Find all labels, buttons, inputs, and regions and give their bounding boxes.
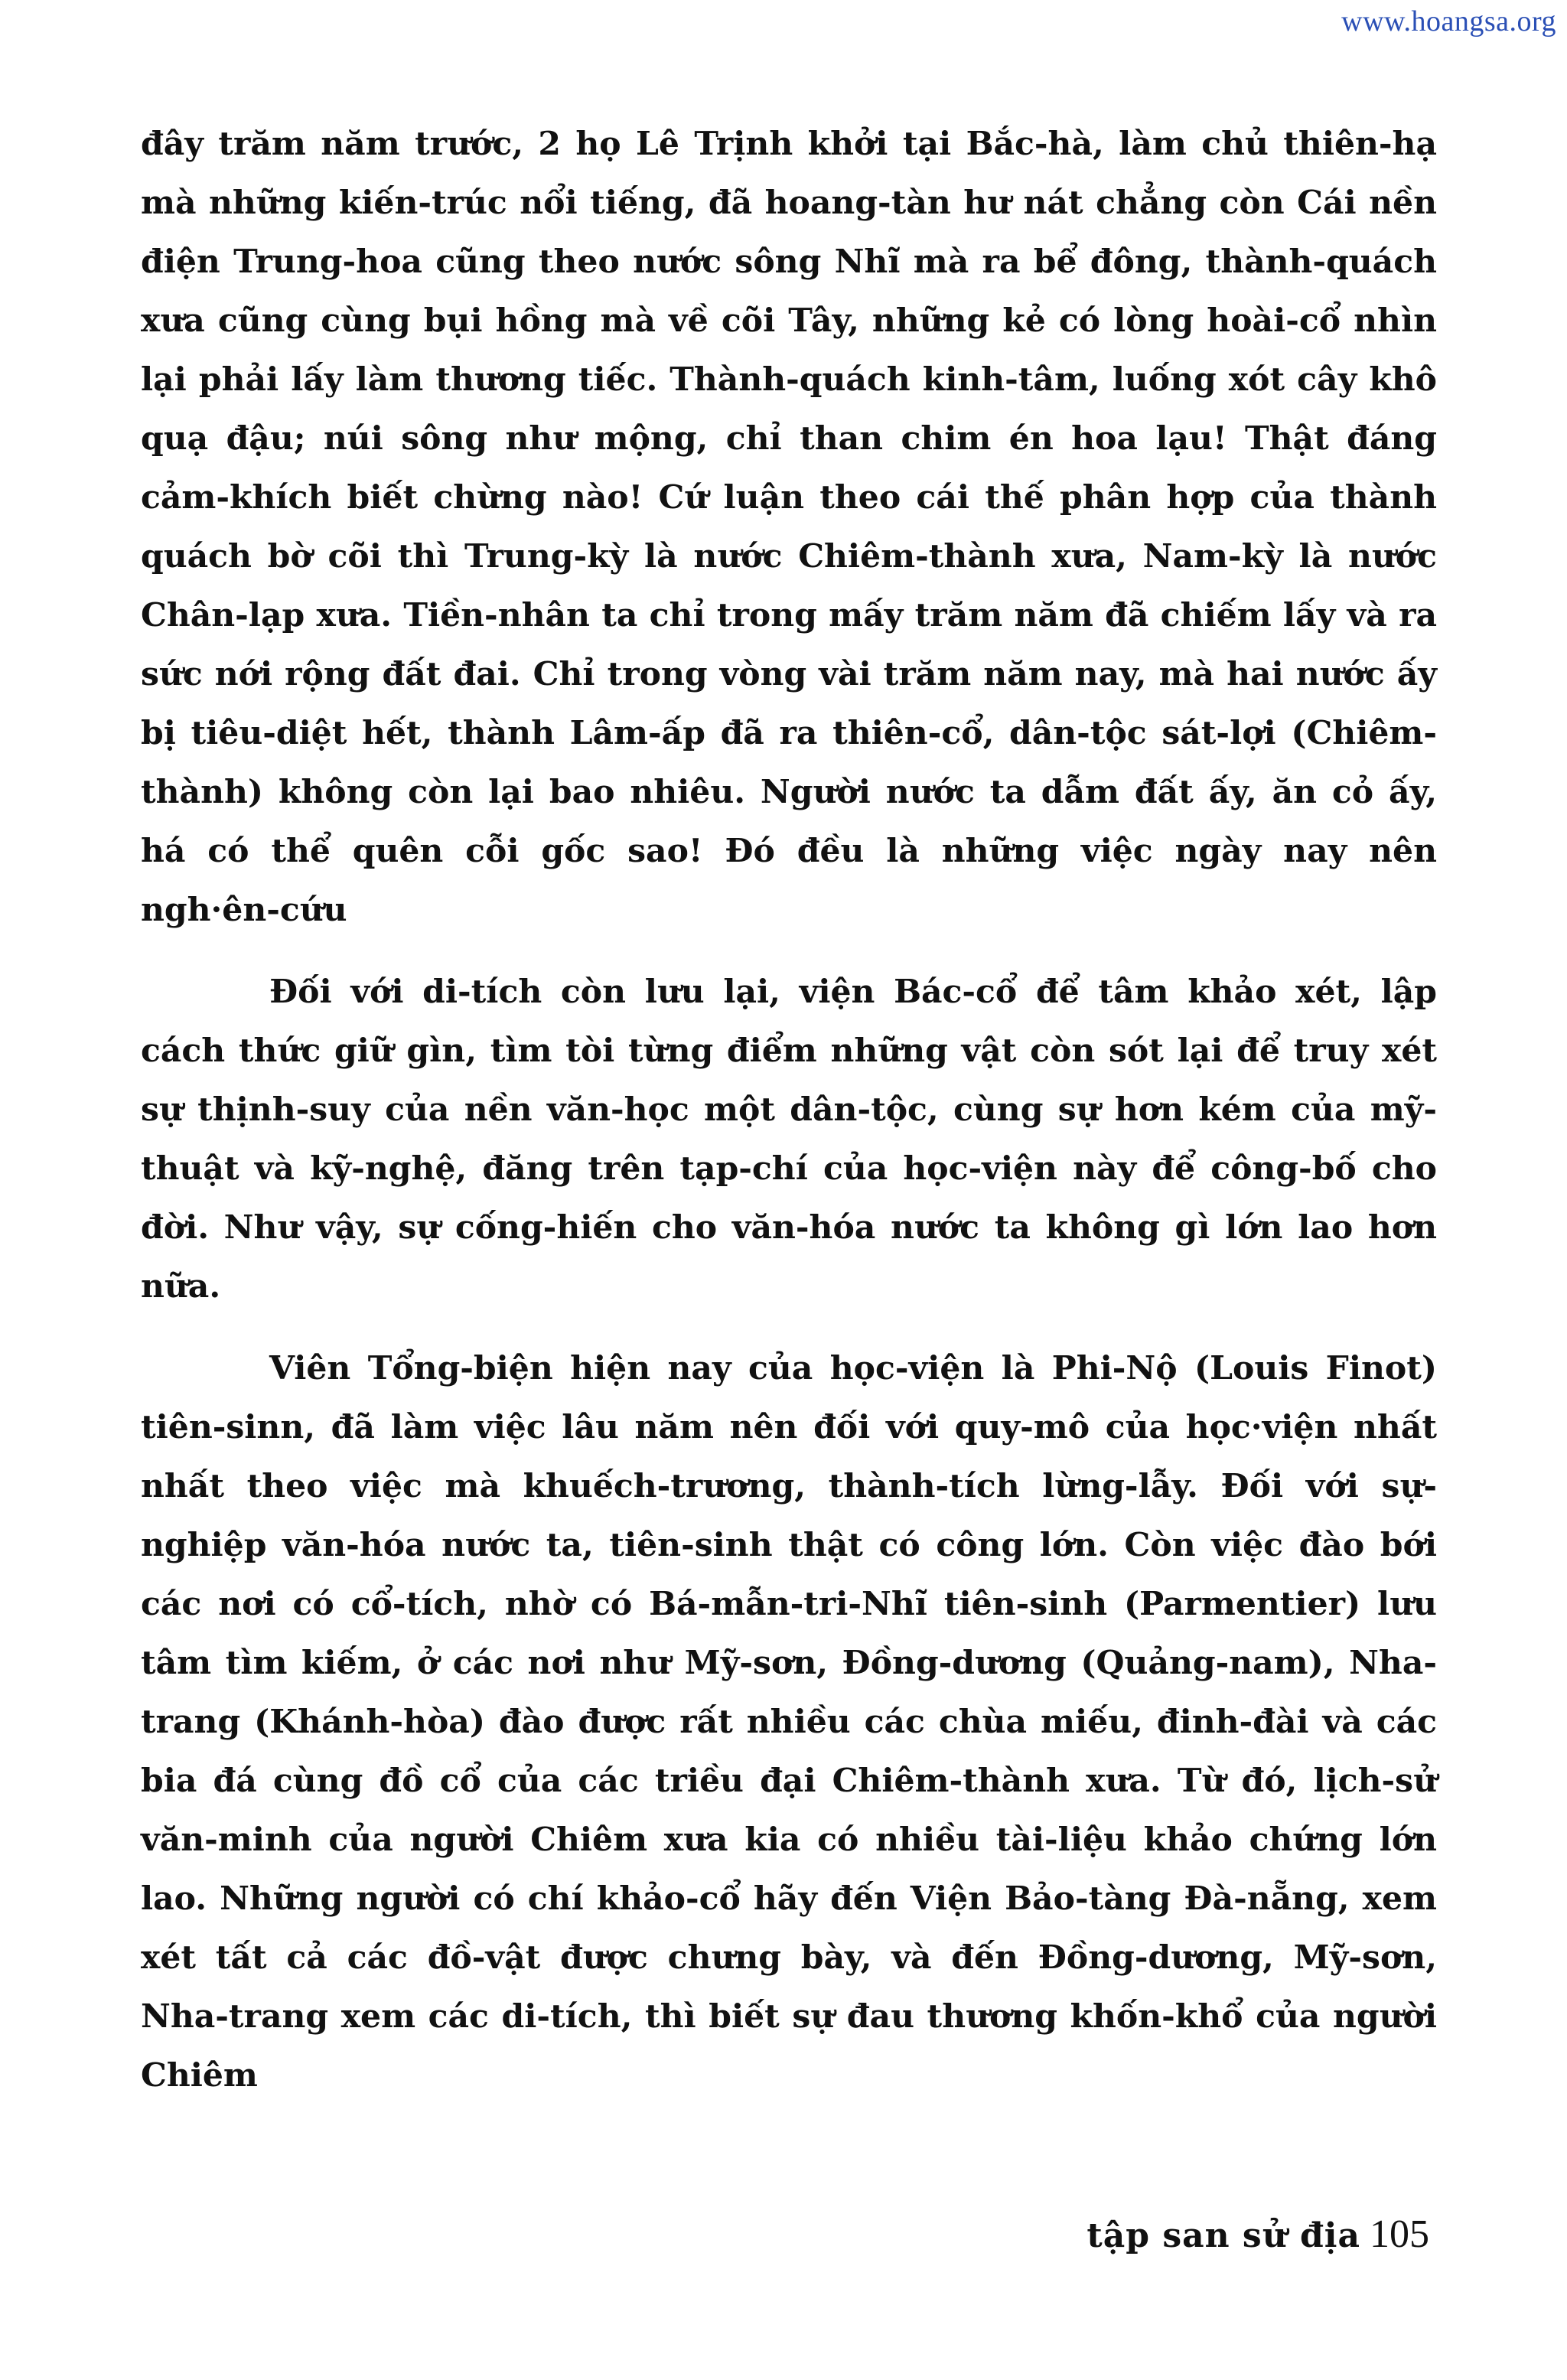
website-watermark: www.hoangsa.org xyxy=(1341,5,1556,37)
magazine-title: tập san sử địa xyxy=(1086,2216,1360,2255)
paragraph-3: Viên Tổng-biện hiện nay của học-viện là Phi-Nộ (Louis Finot) tiên-sinn, đã làm việc lâu năm nên đối với quy-mô của học·viện nhất nhất theo việc mà khuếch-trương, thành-tích lừng-lẫy. Đối với sự-nghiệp văn-hóa nước ta, tiên-sinh thật có công lớn. Còn việc đào bới các nơi có cổ-tích, nhờ có Bá-mẫn-tri-Nhĩ tiên-sinh (Parmentier) lưu tâm tìm kiếm, ở các nơi như Mỹ-sơn, Đồng-dương (Quảng-nam), Nha-trang (Khánh-hòa) đào được rất nhiều các chùa miếu, đinh-đài và các bia đá cùng đồ cổ của các triều đại Chiêm-thành xưa. Từ đó, lịch-sử văn-minh của người Chiêm xưa kia có nhiều tài-liệu khảo chứng lớn lao. Những người có chí khảo-cổ hãy đến Viện Bảo-tàng Đà-nẵng, xem xét tất cả các đồ-vật được chưng bày, và đến Đồng-dương, Mỹ-sơn, Nha-trang xem các di-tích, thì biết sự đau thương khốn-khổ của người Chiêm xyxy=(141,1349,1437,2095)
page-number: 105 xyxy=(1370,2212,1429,2256)
paragraph-1: đây trăm năm trước, 2 họ Lê Trịnh khởi tại Bắc-hà, làm chủ thiên-hạ mà những kiến-trúc nổi tiếng, đã hoang-tàn hư nát chẳng còn Cái nền điện Trung-hoa cũng theo nước sông Nhĩ mà ra bể đông, thành-quách xưa cũng cùng bụi hồng mà về cõi Tây, những kẻ có lòng hoài-cổ nhìn lại phải lấy làm thương tiếc. Thành-quách kinh-tâm, luống xót cây khô quạ đậu; núi sông như mộng, chỉ than chim én hoa lạu! Thật đáng cảm-khích biết chừng nào! Cứ luận theo cái thế phân hợp của thành quách bờ cõi thì Trung-kỳ là nước Chiêm-thành xưa, Nam-kỳ là nước Chân-lạp xưa. Tiền-nhân ta chỉ trong mấy trăm năm đã chiếm lấy và ra sức nới rộng đất đai. Chỉ trong vòng vài trăm năm nay, mà hai nước ấy bị tiêu-diệt hết, thành Lâm-ấp đã ra thiên-cổ, dân-tộc sát-lợi (Chiêm-thành) không còn lại bao nhiêu. Người nước ta dẫm đất ấy, ăn cỏ ấy, há có thể quên cỗi gốc sao! Đó đều là những việc ngày nay nên ngh·ên-cứu xyxy=(141,125,1437,929)
page-footer xyxy=(1086,2212,1429,2257)
paragraph-2: Đối với di-tích còn lưu lại, viện Bác-cổ để tâm khảo xét, lập cách thức giữ gìn, tìm tòi từng điểm những vật còn sót lại để truy xét sự thịnh-suy của nền văn-học một dân-tộc, cùng sự hơn kém của mỹ-thuật và kỹ-nghệ, đăng trên tạp-chí của học-viện này để công-bố cho đời. Như vậy, sự cống-hiến cho văn-hóa nước ta không gì lớn lao hơn nữa. xyxy=(141,973,1437,1306)
page-body xyxy=(141,115,1437,2105)
